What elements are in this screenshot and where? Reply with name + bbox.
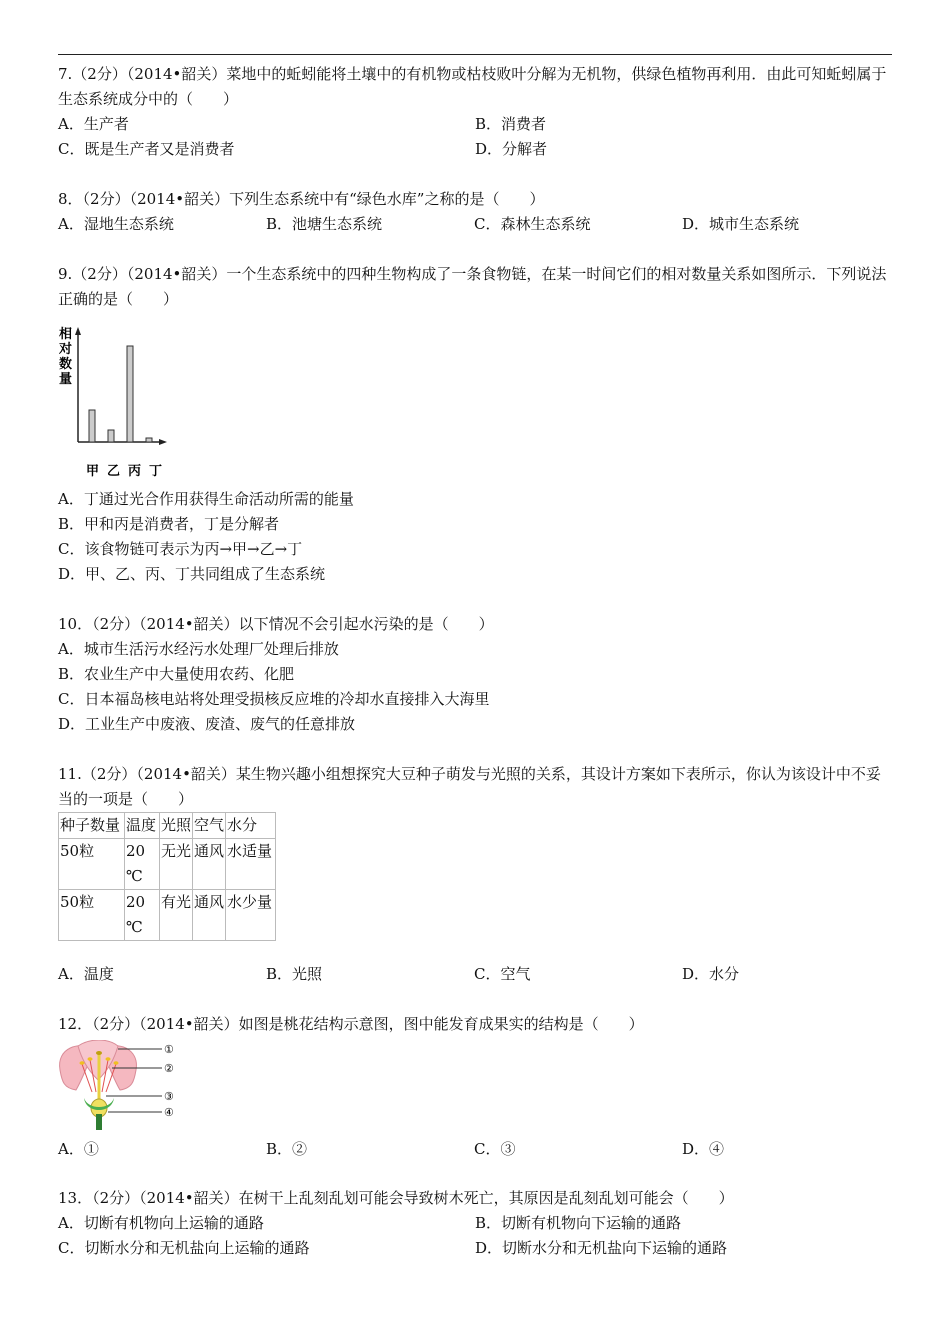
option-d[interactable]: D．分解者: [475, 140, 548, 158]
table-header-cell: 光照: [160, 813, 193, 839]
y-axis-arrow: [75, 327, 81, 335]
option-b[interactable]: B．光照: [266, 965, 323, 983]
question-stem: 10．（2分）（2014•韶关）以下情况不会引起水污染的是（ ）: [58, 615, 494, 633]
option-a[interactable]: A．湿地生态系统: [58, 215, 174, 233]
table-header-cell: 空气: [193, 813, 226, 839]
option-d[interactable]: D．城市生态系统: [682, 215, 800, 233]
option-b[interactable]: B．甲和丙是消费者，丁是分解者: [58, 515, 280, 533]
table-header-cell: 温度: [125, 813, 160, 839]
question-12: [58, 1012, 894, 1037]
chart-x-tick-labels: [86, 464, 162, 479]
question-13: [58, 1186, 894, 1261]
option-d[interactable]: D．甲、乙、丙、丁共同组成了生态系统: [58, 565, 326, 583]
bar-丙: [127, 346, 133, 442]
question-stem: 12．（2分）（2014•韶关）如图是桃花结构示意图，图中能发育成果实的结构是（ ）: [58, 1015, 644, 1033]
table-header-row: [59, 813, 276, 839]
option-c[interactable]: C．该食物链可表示为丙→甲→乙→丁: [58, 540, 303, 558]
ylabel-char: 数: [59, 357, 73, 372]
chart-bars: [89, 346, 152, 442]
question-stem: 13．（2分）（2014•韶关）在树干上乱刻乱划可能会导致树木死亡，其原因是乱刻乱划可能会（ ）: [58, 1189, 734, 1207]
peach-flower-diagram: [56, 1040, 180, 1130]
question-stem: 7.（2分）（2014•韶关）菜地中的蚯蚓能将土壤中的有机物或枯枝败叶分解为无机物，供绿色植物再利用．由此可知蚯蚓属于生态系统成分中的（ ）: [58, 65, 887, 108]
question-stem: 9.（2分）（2014•韶关）一个生态系统中的四种生物构成了一条食物链，在某一时间它们的相对数量关系如图所示．下列说法正确的是（ ）: [58, 265, 887, 308]
option-c[interactable]: C．森林生态系统: [474, 215, 591, 233]
x-tick-label: 丙: [128, 464, 142, 479]
option-a[interactable]: A．①: [58, 1140, 99, 1158]
option-a[interactable]: A．生产者: [58, 115, 129, 133]
table-row: [59, 890, 276, 941]
ylabel-char: 量: [59, 372, 73, 387]
x-tick-label: 丁: [149, 464, 163, 479]
table-cell: 水少量: [226, 890, 276, 941]
table-cell: 水适量: [226, 839, 276, 890]
question-12-options: [58, 1137, 894, 1162]
option-b[interactable]: B．②: [266, 1140, 308, 1158]
option-d[interactable]: D．④: [682, 1140, 725, 1158]
question-stem: 11.（2分）（2014•韶关）某生物兴趣小组想探究大豆种子萌发与光照的关系，其设计方案如下表所示，你认为该设计中不妥当的一项是（ ）: [58, 765, 881, 808]
figure-label-3: ③: [164, 1090, 174, 1103]
top-rule: [58, 54, 892, 55]
x-tick-label: 甲: [86, 464, 100, 479]
ylabel-char: 相: [59, 327, 73, 342]
question-stem: 8．（2分）（2014•韶关）下列生态系统中有“绿色水库”之称的是（ ）: [58, 190, 545, 208]
option-c[interactable]: C．空气: [474, 965, 531, 983]
question-11-options: [58, 962, 894, 987]
table-cell: 20 ℃: [125, 890, 160, 941]
option-d[interactable]: D．切断水分和无机盐向下运输的通路: [475, 1239, 728, 1257]
option-b[interactable]: B．切断有机物向下运输的通路: [475, 1214, 682, 1232]
table-cell: 20 ℃: [125, 839, 160, 890]
question-10: [58, 612, 894, 737]
option-a[interactable]: A．城市生活污水经污水处理厂处理后排放: [58, 640, 339, 658]
question-9-options: [58, 487, 894, 587]
option-c[interactable]: C．切断水分和无机盐向上运输的通路: [58, 1239, 310, 1257]
option-d[interactable]: D．工业生产中废液、废渣、废气的任意排放: [58, 715, 356, 733]
question-7: [58, 62, 894, 162]
figure-label-4: ④: [164, 1106, 174, 1119]
option-c[interactable]: C．日本福岛核电站将处理受损核反应堆的冷却水直接排入大海里: [58, 690, 490, 708]
table-header-cell: 水分: [226, 813, 276, 839]
table-cell: 50粒: [59, 839, 125, 890]
chart-ylabel: [58, 326, 72, 387]
option-c[interactable]: C．既是生产者又是消费者: [58, 140, 235, 158]
question-8: [58, 187, 894, 237]
question-9: [58, 262, 894, 312]
table-cell: 有光: [160, 890, 193, 941]
table-cell: 50粒: [59, 890, 125, 941]
option-a[interactable]: A．切断有机物向上运输的通路: [58, 1214, 264, 1232]
table-header-cell: 种子数量: [59, 813, 125, 839]
ylabel-char: 对: [59, 342, 73, 357]
x-tick-label: 乙: [107, 464, 121, 479]
option-a[interactable]: A．丁通过光合作用获得生命活动所需的能量: [58, 490, 354, 508]
table-cell: 通风: [193, 839, 226, 890]
option-a[interactable]: A．温度: [58, 965, 114, 983]
option-d[interactable]: D．水分: [682, 965, 740, 983]
figure-label-1: ①: [164, 1043, 174, 1056]
relative-quantity-chart: [56, 322, 186, 482]
bar-甲: [89, 410, 95, 442]
x-axis-arrow: [159, 439, 167, 445]
figure-label-2: ②: [164, 1062, 174, 1075]
table-row: [59, 839, 276, 890]
option-b[interactable]: B．池塘生态系统: [266, 215, 383, 233]
experiment-table: [58, 812, 276, 941]
option-c[interactable]: C．③: [474, 1140, 516, 1158]
question-11: [58, 762, 894, 941]
table-cell: 通风: [193, 890, 226, 941]
bar-乙: [108, 430, 114, 442]
bar-丁: [146, 438, 152, 442]
option-b[interactable]: B．农业生产中大量使用农药、化肥: [58, 665, 295, 683]
option-b[interactable]: B．消费者: [475, 115, 547, 133]
table-cell: 无光: [160, 839, 193, 890]
